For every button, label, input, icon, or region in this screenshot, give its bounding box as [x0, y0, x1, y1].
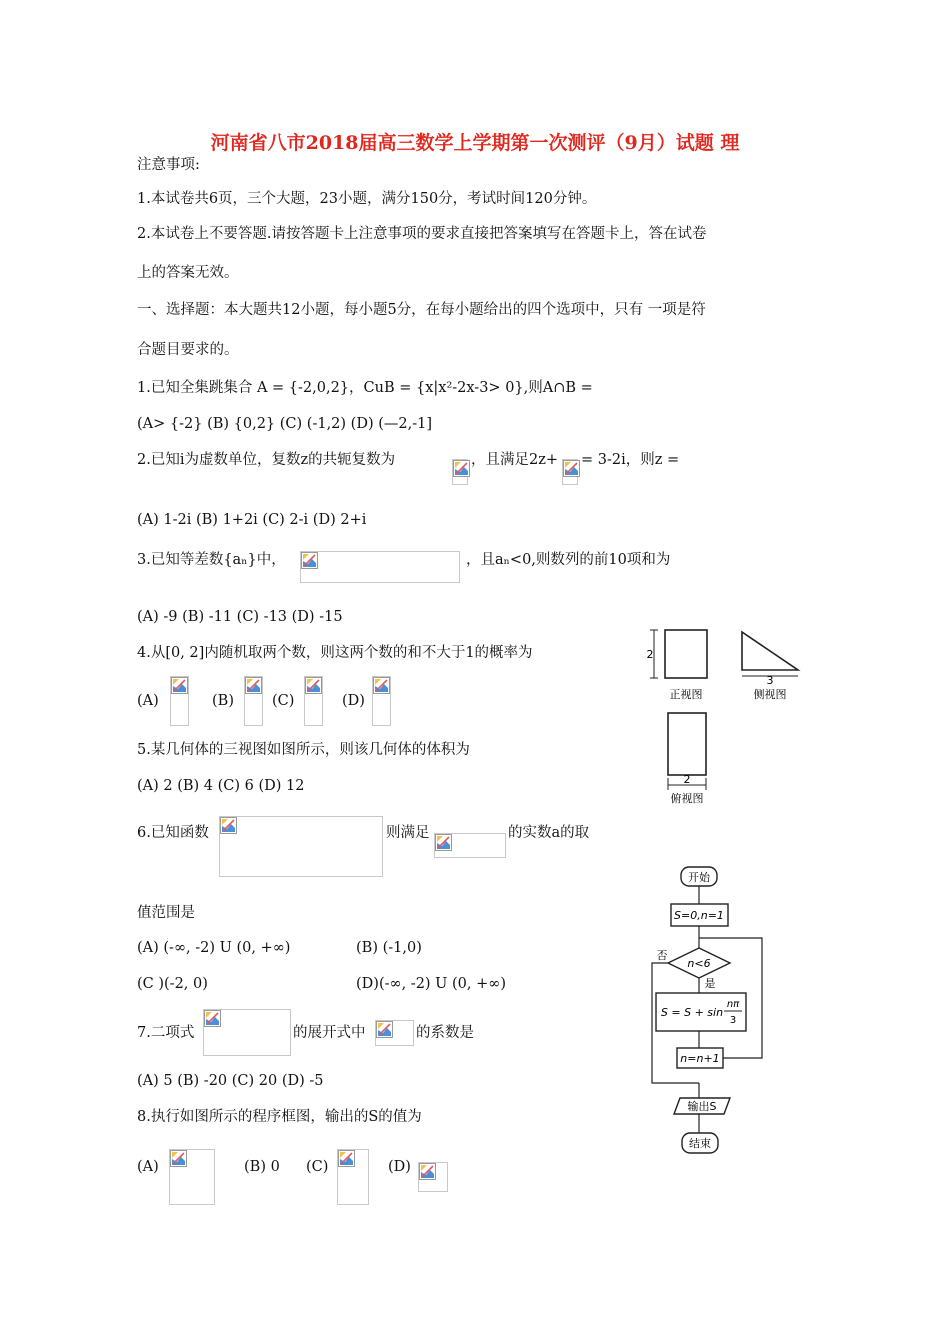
- question-2-stem-c: = 3-2i，则z =: [581, 452, 680, 468]
- flowchart-figure: [640, 855, 780, 1160]
- flow-end-label: 结束: [689, 1137, 711, 1150]
- top-view-rect: [668, 713, 706, 775]
- broken-image-icon: [245, 677, 262, 694]
- flow-output-label: 输出S: [687, 1100, 717, 1113]
- top-width-label: 2: [683, 773, 691, 786]
- broken-image-icon: [220, 817, 237, 834]
- question-6-stem-d: 值范围是: [137, 905, 195, 921]
- question-6-stem-a: 6.已知函数: [137, 825, 209, 841]
- flow-body-denominator: 3: [729, 1015, 737, 1026]
- notice-line-2a: 2.本试卷上不要答题.请按答题卡上注意事项的要求直接把答案填写在答题卡上，答在试卷: [137, 226, 707, 242]
- broken-image-icon: [338, 1150, 355, 1167]
- question-6-option-b: (B) (-1,0): [356, 940, 422, 956]
- question-3-stem-a: 3.已知等差数{aₙ}中，: [137, 552, 286, 568]
- section-heading-1b: 合题目要求的。: [137, 342, 239, 358]
- flow-init-label: S=0,n=1: [674, 909, 724, 922]
- formula-image-placeholder: [372, 676, 391, 726]
- question-7-stem-b: 的展开式中: [293, 1025, 366, 1041]
- front-view-square: [665, 630, 707, 678]
- question-8-option-c: (C): [306, 1159, 329, 1175]
- notice-line-2b: 上的答案无效。: [137, 265, 239, 281]
- broken-image-icon: [419, 1163, 436, 1180]
- formula-image-placeholder: [375, 1020, 414, 1046]
- formula-image-placeholder: [300, 551, 460, 583]
- flow-yes-label: 是: [704, 977, 716, 990]
- document-title: 河南省八市2018届高三数学上学期第一次测评（9月）试题 理: [210, 132, 740, 154]
- question-4-option-b: (B): [212, 693, 234, 709]
- flow-increment-label: n=n+1: [680, 1052, 720, 1065]
- top-view-label: 俯视图: [670, 792, 704, 805]
- three-view-figure: [640, 620, 820, 810]
- formula-image-placeholder: [203, 1009, 291, 1056]
- question-6-option-d: (D)(-∞, -2) U (0, +∞): [356, 976, 506, 992]
- formula-image-placeholder: [219, 816, 383, 877]
- side-view-label: 侧视图: [753, 688, 787, 701]
- question-5-options: (A) 2 (B) 4 (C) 6 (D) 12: [137, 778, 305, 794]
- broken-image-icon: [563, 460, 580, 477]
- question-8-option-a: (A): [137, 1159, 159, 1175]
- formula-image-placeholder: [452, 459, 468, 485]
- flow-condition-label: n<6: [687, 957, 711, 970]
- question-2-options: (A) 1-2i (B) 1+2i (C) 2-i (D) 2+i: [137, 512, 367, 528]
- section-heading-1a: 一、选择题：本大题共12小题，每小题5分，在每小题给出的四个选项中，只有 一项是符: [137, 302, 706, 318]
- broken-image-icon: [170, 1150, 187, 1167]
- question-5-stem: 5.某几何体的三视图如图所示，则该几何体的体积为: [137, 742, 470, 758]
- broken-image-icon: [171, 677, 188, 694]
- broken-image-icon: [305, 677, 322, 694]
- question-7-stem-c: 的系数是: [416, 1025, 474, 1041]
- broken-image-icon: [376, 1021, 393, 1038]
- broken-image-icon: [204, 1010, 221, 1027]
- front-height-label: 2: [646, 648, 654, 661]
- flow-body-expression: S = S + sin: [660, 1006, 724, 1019]
- question-6-stem-b: 则满足: [386, 825, 430, 841]
- question-1-options: (A> {-2} (B) {0,2} (C) (-1,2) (D) (—2,-1]: [137, 416, 432, 432]
- flow-no-label: 否: [656, 949, 668, 962]
- broken-image-icon: [301, 552, 318, 569]
- question-4-stem: 4.从[0, 2]内随机取两个数，则这两个数的和不大于1的概率为: [137, 645, 533, 661]
- formula-image-placeholder: [337, 1149, 369, 1205]
- question-7-options: (A) 5 (B) -20 (C) 20 (D) -5: [137, 1073, 324, 1089]
- question-3-stem-b: ，且aₙ<0,则数列的前10项和为: [466, 552, 671, 568]
- front-view-label: 正视图: [669, 688, 703, 701]
- question-6-option-c: (C )(-2, 0): [137, 976, 208, 992]
- formula-image-placeholder: [562, 459, 578, 485]
- formula-image-placeholder: [304, 676, 323, 726]
- question-8-stem: 8.执行如图所示的程序框图，输出的S的值为: [137, 1109, 422, 1125]
- question-8-option-d: (D): [388, 1159, 411, 1175]
- broken-image-icon: [373, 677, 390, 694]
- formula-image-placeholder: [418, 1162, 448, 1192]
- flow-start-label: 开始: [688, 871, 710, 884]
- broken-image-icon: [453, 460, 470, 477]
- question-4-option-d: (D): [342, 693, 365, 709]
- question-2-stem-b: ，且满足2z+: [471, 452, 559, 468]
- flow-no-branch-line: [652, 963, 699, 1083]
- question-4-option-c: (C): [272, 693, 295, 709]
- side-width-label: 3: [766, 674, 774, 687]
- formula-image-placeholder: [434, 833, 506, 858]
- question-2-stem-a: 2.已知i为虚数单位，复数z的共轭复数为: [137, 452, 396, 468]
- broken-image-icon: [435, 834, 452, 851]
- question-7-stem-a: 7.二项式: [137, 1025, 195, 1041]
- formula-image-placeholder: [170, 676, 189, 726]
- question-6-option-a: (A) (-∞, -2) U (0, +∞): [137, 940, 291, 956]
- flow-body-numerator: nπ: [726, 999, 740, 1010]
- question-4-option-a: (A): [137, 693, 159, 709]
- question-8-option-b: (B) 0: [244, 1159, 280, 1175]
- flow-loop-line: [699, 938, 762, 1058]
- notice-heading: 注意事项:: [137, 157, 200, 173]
- side-view-triangle: [742, 632, 798, 670]
- question-3-options: (A) -9 (B) -11 (C) -13 (D) -15: [137, 609, 343, 625]
- question-6-stem-c: 的实数a的取: [508, 825, 590, 841]
- notice-line-1: 1.本试卷共6页，三个大题，23小题，满分150分，考试时间120分钟。: [137, 191, 597, 207]
- formula-image-placeholder: [244, 676, 263, 726]
- formula-image-placeholder: [169, 1149, 215, 1205]
- question-1-stem: 1.已知全集跳集合 A = {-2,0,2}，CuB = {x|x²-2x-3> 0},则A∩B =: [137, 380, 593, 396]
